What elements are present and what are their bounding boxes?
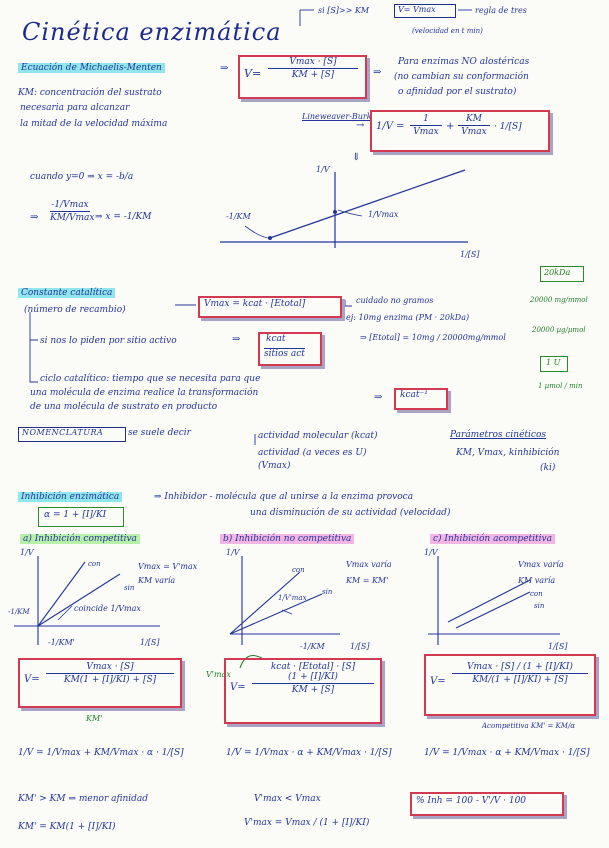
- eq-a-lhs: V=: [24, 674, 40, 685]
- eq-b-num: kcat · [Etotal] · [S]: [270, 662, 356, 672]
- eq-c-num: Vmax · [S] / (1 + [I]/KI): [467, 662, 573, 672]
- unit-label: 1 U: [546, 358, 561, 367]
- kda-eq: 20000 mg/mmol: [530, 296, 588, 304]
- note-b2: V'max = Vmax / (1 + [I]/KI): [244, 818, 370, 828]
- props-line-2: (no cambian su conformación: [394, 72, 529, 82]
- ciclo-3: de una molécula de sustrato en producto: [30, 402, 218, 412]
- pct-inh: % Inh = 100 - V'/V · 100: [416, 796, 527, 806]
- graph-a-sin: sin: [124, 584, 135, 592]
- lb-t2-den: Vmax: [461, 127, 487, 137]
- eq-c-lhs: V=: [430, 676, 446, 687]
- lb-b: 1/V = 1/Vmax · α + KM/Vmax · 1/[S]: [226, 748, 392, 758]
- graph1-frac-num: -1/Vmax: [51, 200, 89, 210]
- graph-c-sin: sin: [534, 602, 545, 610]
- kcat-label: Constante catalítica: [18, 288, 115, 298]
- lb-plus: +: [446, 121, 455, 132]
- graph1-x-label: 1/[S]: [460, 250, 480, 259]
- arrow-icon: ⇒: [232, 334, 241, 345]
- graph1-frac-den: KM/Vmax: [50, 213, 95, 223]
- graph-b-km: KM = KM': [346, 576, 389, 585]
- inhib-type-b: b) Inhibición no competitiva: [220, 534, 354, 544]
- arrow-icon: →: [356, 120, 365, 131]
- eq-c-fraction: [452, 662, 588, 685]
- note-a2: KM' = KM(1 + [I]/KI): [18, 822, 116, 832]
- kcat-sitios-1: kcat: [266, 334, 286, 344]
- lb-label: Lineweaver-Burk: [302, 112, 372, 121]
- lb-t2-num: KM: [466, 114, 482, 124]
- mm-numerator: Vmax · [S]: [289, 57, 337, 67]
- eq-c-den: KM/(1 + [I]/KI) + [S]: [472, 675, 568, 685]
- condition-text: si [S]>> KM: [318, 6, 370, 15]
- acomp-note: Acompetitiva KM' = KM/α: [482, 722, 576, 730]
- inhib-def-2: una disminución de su actividad (velocidad): [250, 508, 451, 518]
- lb-t3: · 1/[S]: [494, 122, 522, 132]
- kda-label: 20kDa: [544, 268, 571, 277]
- v-prime-max-label: V'max: [206, 670, 231, 679]
- eq-b-lhs: V=: [230, 682, 246, 693]
- eq-b-fraction: [252, 662, 374, 695]
- lb-lhs: 1/V =: [376, 121, 405, 132]
- lb-c: 1/V = 1/Vmax · α + KM/Vmax · 1/[S]: [424, 748, 590, 758]
- graph-a-x-label: 1/[S]: [140, 638, 160, 647]
- props-line-1: Para enzimas NO alostéricas: [398, 57, 530, 67]
- km-prime-label: KM': [86, 714, 103, 723]
- unit-eq: 1 µmol / min: [538, 382, 583, 390]
- graph-b-con: con: [292, 566, 305, 574]
- graph-c-km: KM varía: [518, 576, 556, 585]
- graph-b-vmax: Vmax varía: [346, 560, 392, 569]
- eq-b-num2: (1 + [I]/KI): [288, 672, 338, 682]
- kcat-formula: Vmax = kcat · [Etotal]: [204, 299, 306, 309]
- params-list: KM, Vmax, kinhibición: [456, 448, 560, 458]
- x-eq-km: ⇒ x = -1/KM: [95, 212, 152, 222]
- act2: (Vmax): [258, 461, 291, 471]
- ciclo-1: ciclo catalítico: tiempo que se necesita para que: [40, 374, 261, 384]
- graph-c-con: con: [530, 590, 543, 598]
- graph-a-km: KM varía: [138, 576, 176, 585]
- mm-label: Ecuación de Michaelis-Menten: [18, 63, 165, 73]
- graph-c-vmax: Vmax varía: [518, 560, 564, 569]
- graph-a-y-label: 1/V: [20, 548, 34, 557]
- graph-b-y-label: 1/V: [226, 548, 240, 557]
- graph-c-x-label: 1/[S]: [548, 642, 568, 651]
- arrow-icon: ⇒: [373, 67, 382, 78]
- inhib-type-c: c) Inhibición acompetitiva: [430, 534, 555, 544]
- graph1-vmax: 1/Vmax: [368, 210, 399, 219]
- kcat-inv: kcat⁻¹: [400, 390, 428, 400]
- graph-b-vmax-p: 1/V'max: [278, 594, 307, 602]
- cuidado-text: cuidado no gramos: [356, 296, 434, 305]
- eq-a-num: Vmax · [S]: [86, 662, 134, 672]
- graph-a-coincide: coincide 1/Vmax: [74, 604, 141, 613]
- arrow-icon: ⇒: [220, 63, 229, 74]
- props-line-3: o afinidad por el sustrato): [398, 87, 517, 97]
- graph-b-sin: sin: [322, 588, 333, 596]
- ciclo-2: una molécula de enzima realice la transformación: [30, 388, 259, 398]
- arrow-icon: ⇒: [374, 392, 383, 403]
- graph-a-neg-km-p: -1/KM': [48, 638, 75, 647]
- km-def-3: la mitad de la velocidad máxima: [20, 119, 168, 129]
- graph-b-x-label: 1/[S]: [350, 642, 370, 651]
- v-equals-vmax: V= Vmax: [398, 5, 436, 14]
- kda-eq2: 20000 µg/µmol: [532, 326, 586, 334]
- act: actividad (a veces es U): [258, 448, 367, 458]
- act-mol: actividad molecular (kcat): [258, 431, 378, 441]
- inhib-def-1: ⇒ Inhibidor - molécula que al unirse a la enzima provoca: [154, 492, 414, 502]
- graph-a-vmax: Vmax = V'max: [138, 562, 198, 571]
- lb-a: 1/V = 1/Vmax + KM/Vmax · α · 1/[S]: [18, 748, 184, 758]
- note-a1: KM' > KM ⇒ menor afinidad: [18, 794, 149, 804]
- params-ki: (ki): [540, 463, 556, 473]
- graph-b-neg-km: -1/KM: [300, 642, 325, 651]
- mm-v: V=: [244, 67, 262, 80]
- eq-a-fraction: [46, 662, 174, 685]
- eq-a-den: KM(1 + [I]/KI) + [S]: [63, 675, 157, 685]
- graph-a-neg-km: -1/KM: [8, 608, 30, 616]
- lb-t1-den: Vmax: [413, 127, 439, 137]
- suele-text: se suele decir: [128, 428, 191, 438]
- mm-denominator: KM + [S]: [291, 70, 335, 80]
- page-title: Cinética enzimática: [22, 18, 282, 46]
- graph1-neg-km: -1/KM: [226, 212, 251, 221]
- etotal-calc: ⇒ [Etotal] = 10mg / 20000mg/mmol: [360, 333, 506, 342]
- note-b1: V'max < Vmax: [254, 794, 321, 804]
- example-text: ej: 10mg enzima (PM · 20kDa): [346, 313, 470, 322]
- graph-c-y-label: 1/V: [424, 548, 438, 557]
- inhib-label: Inhibición enzimática: [18, 492, 122, 502]
- alpha-formula: α = 1 + [I]/KI: [44, 510, 107, 520]
- graph1-line: [270, 170, 465, 238]
- eq-b-den: KM + [S]: [291, 685, 335, 695]
- params-label: Parámetros cinéticos: [450, 430, 546, 440]
- cuando-text: cuando y=0 ⇒ x = -b/a: [30, 172, 134, 182]
- km-def-2: necesaria para alcanzar: [20, 103, 130, 113]
- kcat-sitios-2: sitios act: [264, 349, 305, 359]
- lb-t1-num: 1: [423, 114, 429, 124]
- piden-text: si nos lo piden por sitio activo: [40, 336, 177, 346]
- graph1-y-label: 1/V: [316, 165, 330, 174]
- kcat-sublabel: (número de recambio): [24, 305, 126, 315]
- down-arrow-icon: ⇓: [352, 152, 361, 163]
- velocity-note: (velocidad en t min): [412, 27, 483, 35]
- nomenclatura-label: NOMENCLATURA: [22, 428, 104, 437]
- graph-a-con: con: [88, 560, 101, 568]
- inhib-type-a: a) Inhibición competitiva: [20, 534, 140, 544]
- arrow-icon: ⇒: [30, 212, 39, 223]
- rule-of-three: regla de tres: [475, 6, 527, 15]
- km-def-1: KM: concentración del sustrato: [18, 88, 162, 98]
